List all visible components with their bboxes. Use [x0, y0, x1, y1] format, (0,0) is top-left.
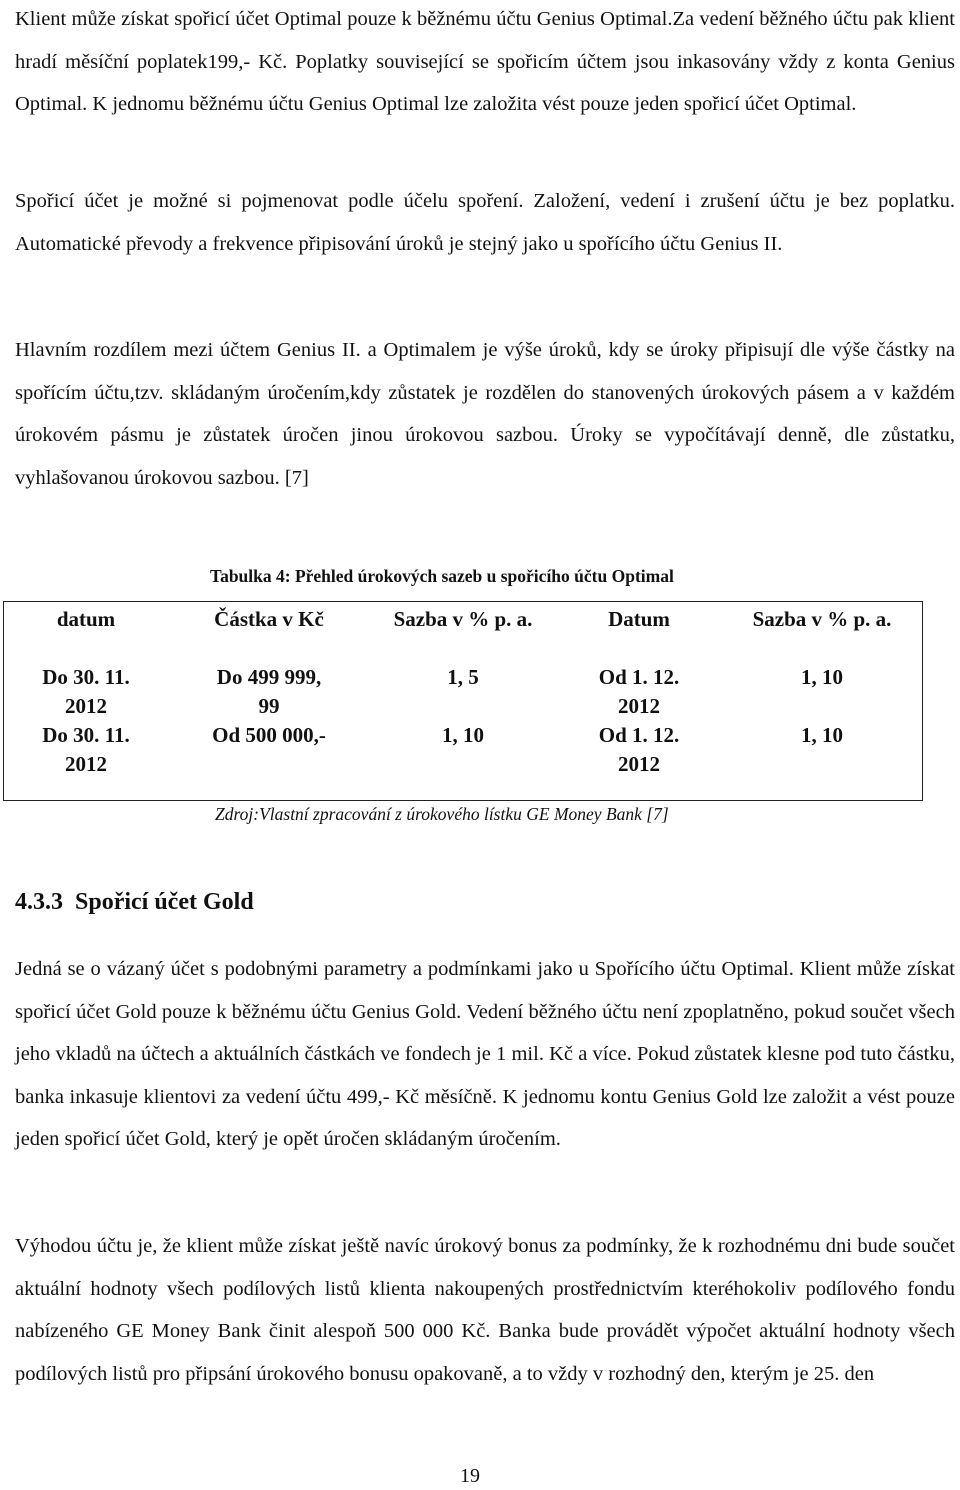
paragraph-optimal-difference: Hlavním rozdílem mezi účtem Genius II. a Optimalem je výše úroků, kdy se úroky připisují dle výše částky na spořícím účtu,tzv. skládaným úročením,kdy zůstatek je rozdělen do stanovených úrokových pásem a v každém úrokovém pásmu je zůstatek úročen jinou úrokovou sazbou. Úroky se vypočítávají denně, dle zůstatku, vyhlašovanou úrokovou sazbou. [7] — [15, 339, 955, 489]
section-number: 4.3.3 — [15, 889, 63, 915]
table-cell: Do 30. 11. 2012 — [42, 665, 130, 718]
paragraph-optimal-conditions: Klient může získat spořicí účet Optimal pouze k běžnému účtu Genius Optimal.Za vedení běžného účtu pak klient hradí měsíční poplatek199,- Kč. Poplatky související se spořicím účtem jsou inkasovány vždy z konta Genius Optimal. K jednomu běžnému účtu Genius Optimal lze založita vést pouze jeden spořicí účet Optimal. — [15, 8, 955, 115]
section-heading — [15, 889, 254, 916]
table-cell: Od 1. 12. 2012 — [598, 665, 680, 718]
page-number: 19 — [460, 1465, 480, 1487]
table-cell: 1, 10 — [801, 665, 843, 689]
table-header-cell: Sazba v % p. a. — [393, 607, 533, 631]
paragraph-gold-bonus: Výhodou účtu je, že klient může získat ještě navíc úrokový bonus za podmínky, že k rozhodnému dni bude součet aktuální hodnoty všech podílových listů klienta nakoupených prostřednictvím kteréhokoliv podílového fondu nabízeného GE Money Bank činit alespoň 500 000 Kč. Banka bude provádět výpočet aktuální hodnoty všech podílových listů pro připsání úrokového bonusu opakovaně, a to vždy v rozhodný den, kterým je 25. den — [15, 1235, 955, 1385]
table-header-cell: Sazba v % p. a. — [752, 607, 892, 631]
interest-rate-table — [3, 601, 923, 801]
table-caption: Tabulka 4: Přehled úrokových sazeb u spořicího účtu Optimal — [210, 566, 674, 586]
table-cell: Do 30. 11. 2012 — [42, 723, 130, 776]
section-title: Spořicí účet Gold — [75, 889, 254, 915]
table-header-cell: Datum — [608, 607, 670, 631]
table-cell: Do 499 999, 99 — [216, 665, 322, 718]
table-header-cell: Částka v Kč — [214, 607, 324, 631]
table-cell: 1, 5 — [447, 665, 479, 689]
table-cell: Od 500 000,- — [212, 723, 326, 747]
table-header-cell: datum — [56, 607, 116, 631]
table-cell: Od 1. 12. 2012 — [598, 723, 680, 776]
paragraph-gold-conditions: Jedná se o vázaný účet s podobnými parametry a podmínkami jako u Spořícího účtu Optimal. Klient může získat spořicí účet Gold pouze k běžnému účtu Genius Gold. Vedení běžného účtu není zpoplatněno, pokud součet všech jeho vkladů na účtech a aktuálních částkách ve fondech je 1 mil. Kč a více. Pokud zůstatek klesne pod tuto částku, banka inkasuje klientovi za vedení účtu 499,- Kč měsíčně. K jednomu kontu Genius Gold lze založit a vést pouze jeden spořicí účet Gold, který je opět úročen skládaným úročením. — [15, 958, 955, 1150]
table-cell: 1, 10 — [801, 723, 843, 747]
table-cell: 1, 10 — [442, 723, 484, 747]
table-source-note: Zdroj:Vlastní zpracování z úrokového lístku GE Money Bank [7] — [215, 804, 669, 824]
paragraph-optimal-naming: Spořicí účet je možné si pojmenovat podle účelu spoření. Založení, vedení i zrušení účtu je bez poplatku. Automatické převody a frekvence připisování úroků je stejný jako u spořícího účtu Genius II. — [15, 190, 955, 255]
